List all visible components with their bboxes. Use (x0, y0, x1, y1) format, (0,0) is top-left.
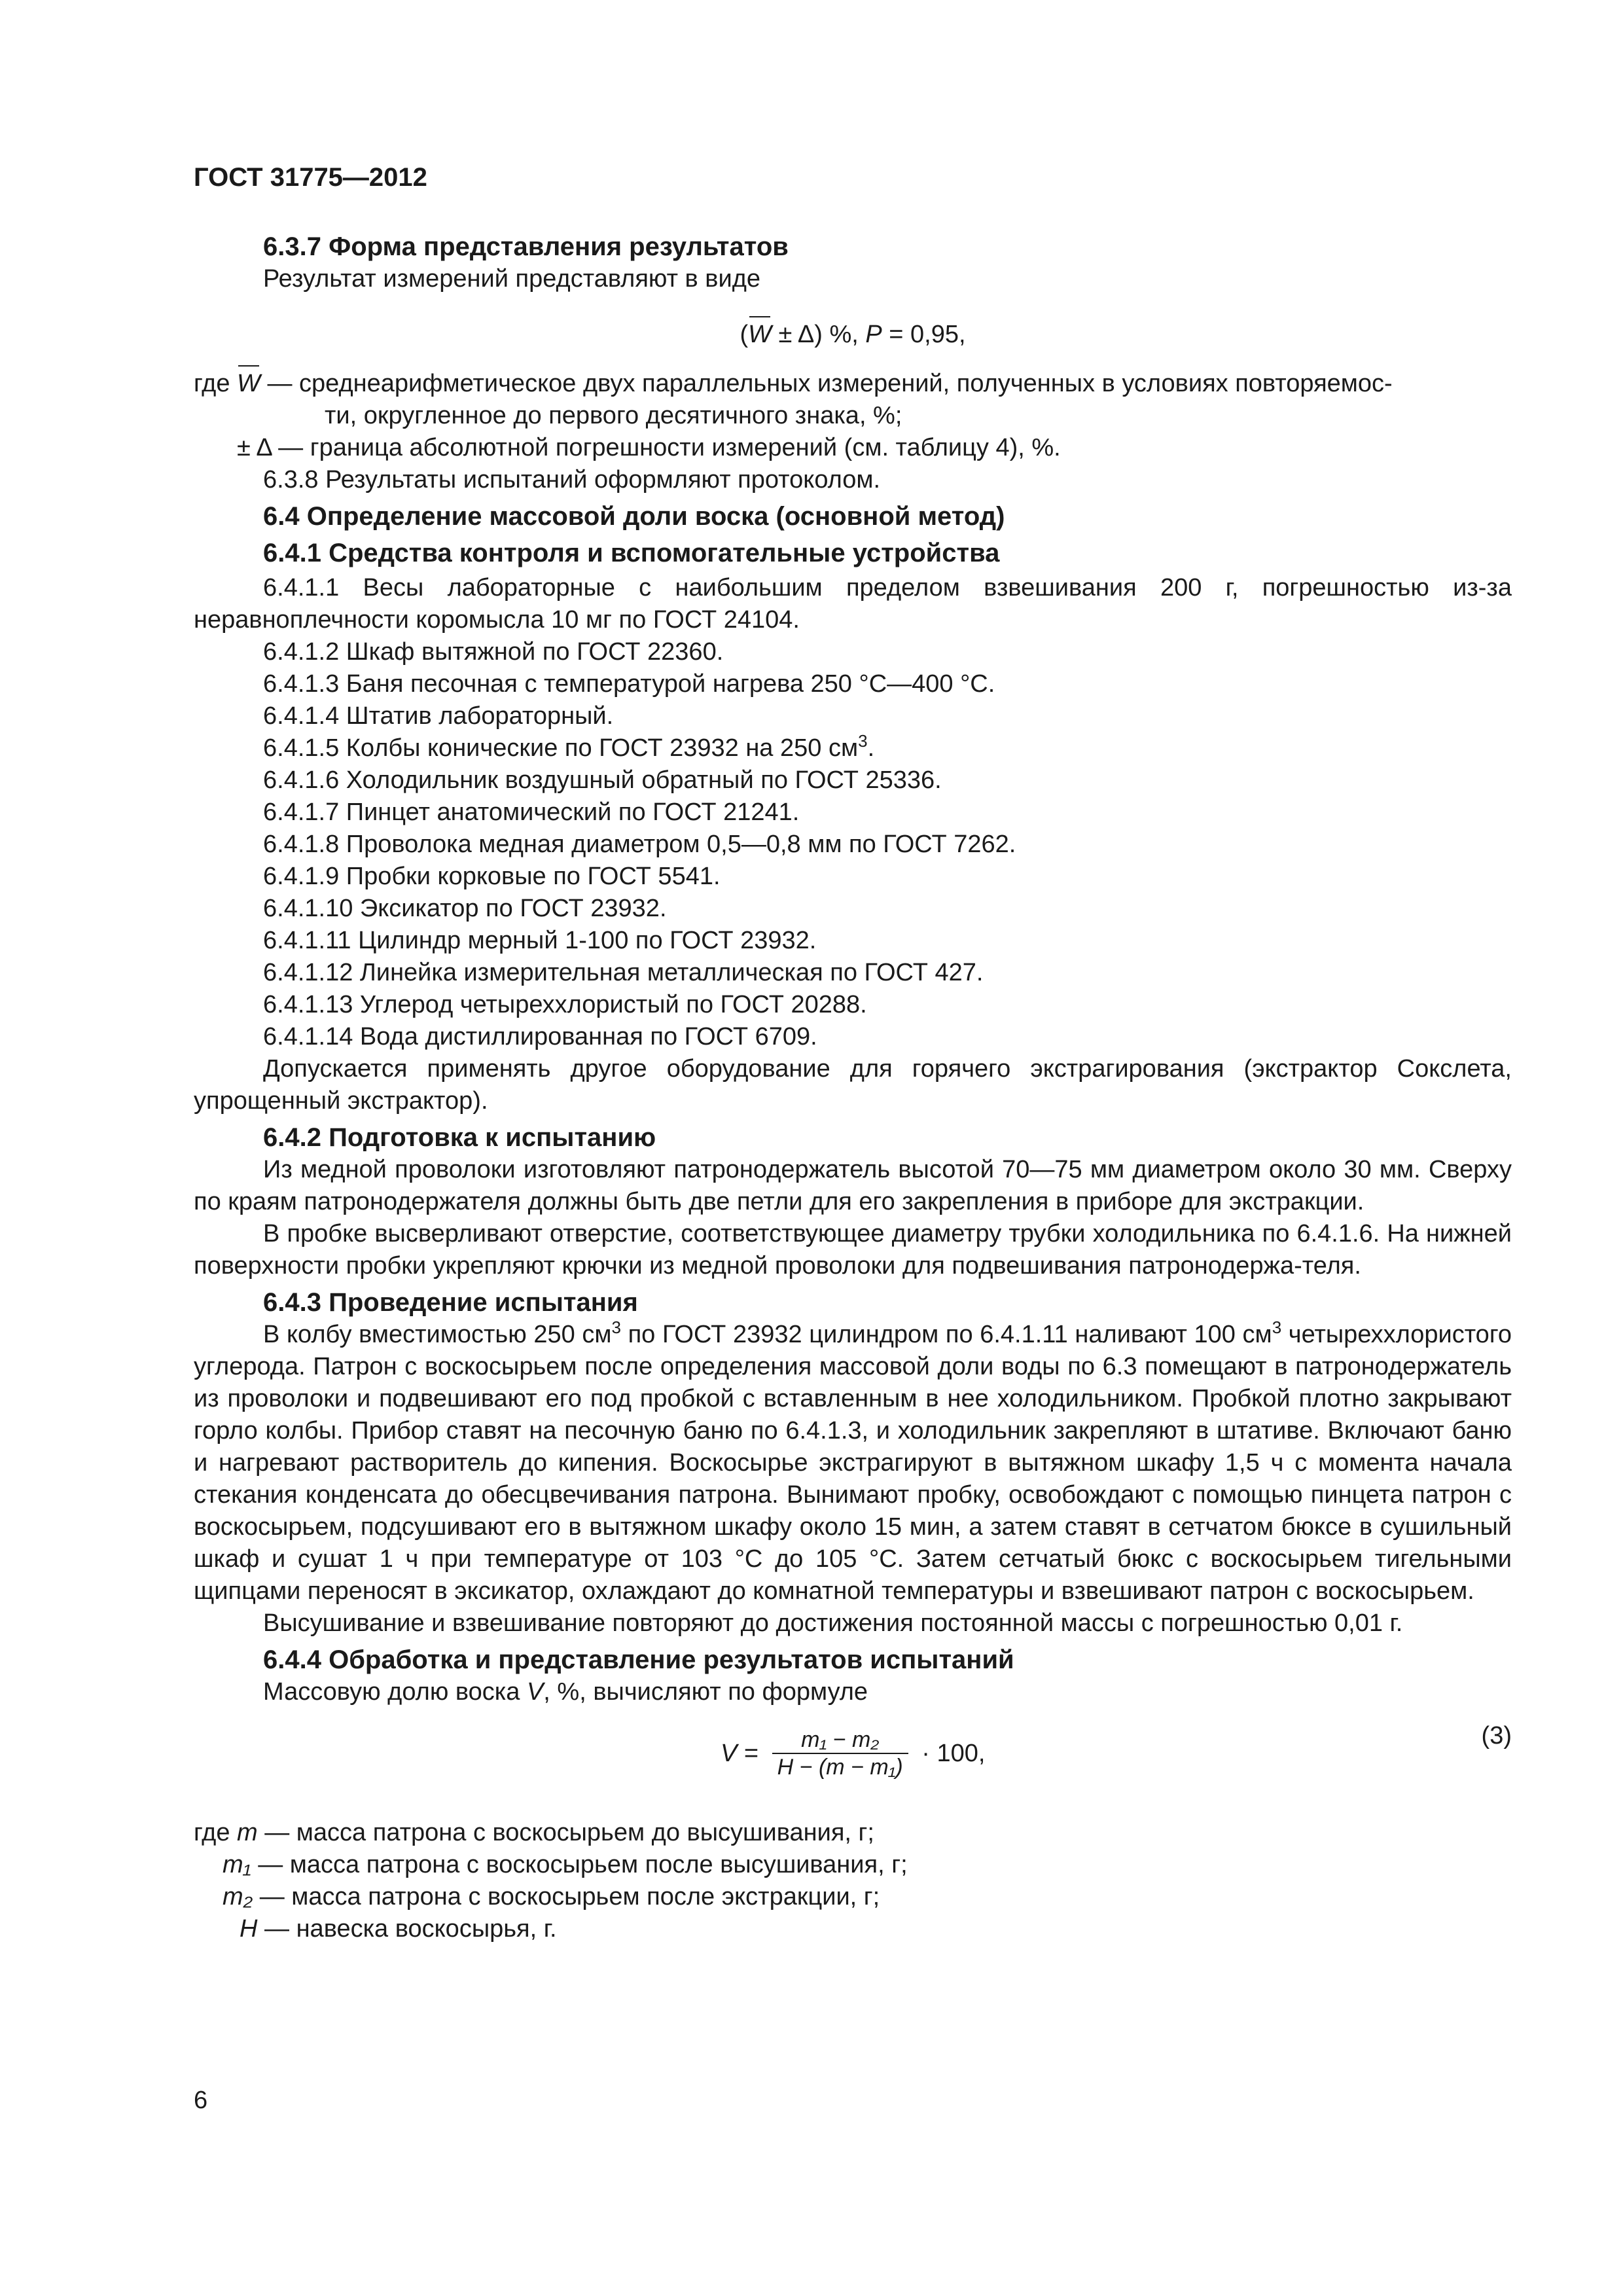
page-number: 6 (194, 2087, 208, 2114)
mean-symbol: W (748, 319, 772, 351)
section-6-3-7-heading: 6.3.7 Форма представления результатов (263, 232, 789, 261)
test-procedure: В колбу вместимостью 250 $см^3$ по ГОСТ 23932 цилиндром по 6.4.1.11 наливают 100 $см^3$ четыреххлористого углерода. Патрон с воскосырьем после определения массовой доли воды по 6.3 помещают в патронодержатель из проволоки и подвешивают его под пробкой с вставленным в нее холодильником. Пробкой плотно закрывают горло колбы. Прибор ставят на песочную баню по 6.4.1.3, и холодильник закрепляют в штативе. Включают баню и нагревают растворитель до кипения. Воскосырье экстрагируют в вытяжном шкафу 1,5 ч с момента начала стекания конденсата до обесцвечивания патрона. Вынимают пробку, освобождают с помощью пинцета патрон с воскосырьем, подсушивают его в вытяжном шкафу около 15 мин, а затем ставят в сетчатом бюксе в сушильный шкаф и сушат 1 ч при температуре от 103 °С до 105 °С. Затем сетчатый бюкс с воскосырьем тигельными щипцами переносят в эксикатор, охлаждают до комнатной температуры и взвешивают патрон с воскосырьем. (194, 1318, 1512, 1605)
equation-number: (3) (1481, 1722, 1512, 1749)
allowed-equipment: Допускается применять другое оборудование для горячего экстрагирования (экстрактор Сокслета, упрощенный экстрактор). (194, 1055, 1512, 1115)
item-6-4-1-10: 6.4.1.10 Эксикатор по ГОСТ 23932. (263, 895, 667, 922)
item-6-4-1-8: 6.4.1.8 Проволока медная диаметром 0,5—0,8 мм по ГОСТ 7262. (263, 831, 1016, 858)
definition-m2: m₂ — масса патрона с воскосырьем после экстракции, г; (223, 1883, 880, 1910)
item-6-4-1-1: 6.4.1.1 Весы лабораторные с наибольшим пределом взвешивания 200 г, погрешностью из-за неравноплечности коромысла 10 мг по ГОСТ 24104. (194, 574, 1512, 634)
definition-mean: где W — среднеарифметическое двух параллельных измерений, полученных в условиях повторяемос- ти, округленное до первого десятичного знака, %; (194, 368, 1512, 432)
item-6-4-1-6: 6.4.1.6 Холодильник воздушный обратный по ГОСТ 25336. (263, 766, 942, 794)
section-6-4-heading: 6.4 Определение массовой доли воска (основной метод) (263, 502, 1005, 531)
section-6-4-4-heading: 6.4.4 Обработка и представление результатов испытаний (263, 1645, 1014, 1674)
formula-fraction (772, 1727, 908, 1780)
definition-m1: m₁ — масса патрона с воскосырьем после высушивания, г; (223, 1851, 908, 1878)
definition-error: ± Δ — граница абсолютной погрешности измерений (см. таблицу 4), %. (237, 434, 1061, 461)
wax-fraction-formula: V = $\frac{\text{m₁ − m₂}}{\text{H − (m − m₁)}}$ · 100, (3) (194, 1720, 1512, 1799)
results-intro: Результат измерений представляют в виде (263, 265, 760, 293)
definition-m: где m — масса патрона с воскосырьем до высушивания, г; (194, 1819, 874, 1846)
definition-h: H — навеска воскосырья, г. (240, 1915, 557, 1943)
calculation-intro: Массовую долю воска V, %, вычисляют по формуле (263, 1678, 868, 1706)
fraction-numerator: m₁ − m₂ (801, 1727, 880, 1752)
section-6-4-1-heading: 6.4.1 Средства контроля и вспомогательные устройства (263, 539, 1000, 567)
document-id: ГОСТ 31775—2012 (194, 163, 427, 192)
item-6-4-1-9: 6.4.1.9 Пробки корковые по ГОСТ 5541. (263, 863, 721, 890)
item-6-4-1-2: 6.4.1.2 Шкаф вытяжной по ГОСТ 22360. (263, 638, 724, 666)
item-6-4-1-13: 6.4.1.13 Углерод четыреххлористый по ГОСТ 20288. (263, 991, 867, 1018)
section-6-4-3-heading: 6.4.3 Проведение испытания (263, 1288, 638, 1317)
preparation-paragraph-1: Из медной проволоки изготовляют патронодержатель высотой 70—75 мм диаметром около 30 мм. Сверху по краям патронодержателя должны быть две петли для его закрепления в приборе для экстракции. (194, 1156, 1512, 1215)
section-6-4-2-heading: 6.4.2 Подготовка к испытанию (263, 1123, 656, 1152)
item-6-4-1-11: 6.4.1.11 Цилиндр мерный 1-100 по ГОСТ 23932. (263, 927, 817, 954)
fraction-denominator: H − (m − m₁) (777, 1755, 903, 1780)
preparation-paragraph-2: В пробке высверливают отверстие, соответствующее диаметру трубки холодильника по 6.4.1.6. На нижней поверхности пробки укрепляют крючки из медной проволоки для подвешивания патронодержа-теля. (194, 1220, 1512, 1280)
page-body (194, 230, 1512, 1945)
item-6-4-1-14: 6.4.1.14 Вода дистиллированная по ГОСТ 6709. (263, 1023, 817, 1050)
item-6-4-1-12: 6.4.1.12 Линейка измерительная металлическая по ГОСТ 427. (263, 959, 984, 986)
item-6-4-1-7: 6.4.1.7 Пинцет анатомический по ГОСТ 21241. (263, 798, 800, 826)
item-6-4-1-3: 6.4.1.3 Баня песочная с температурой нагрева 250 °С—400 °С. (263, 670, 995, 698)
paragraph-6-3-8: 6.3.8 Результаты испытаний оформляют протоколом. (263, 466, 881, 493)
result-formula: (W ± Δ) %, P = 0,95, (194, 319, 1512, 351)
item-6-4-1-5: 6.4.1.5 Колбы конические по ГОСТ 23932 на 250 $см^3$. (263, 731, 875, 762)
drying-paragraph: Высушивание и взвешивание повторяют до достижения постоянной массы с погрешностью 0,01 г. (263, 1609, 1403, 1637)
item-6-4-1-4: 6.4.1.4 Штатив лабораторный. (263, 702, 614, 730)
